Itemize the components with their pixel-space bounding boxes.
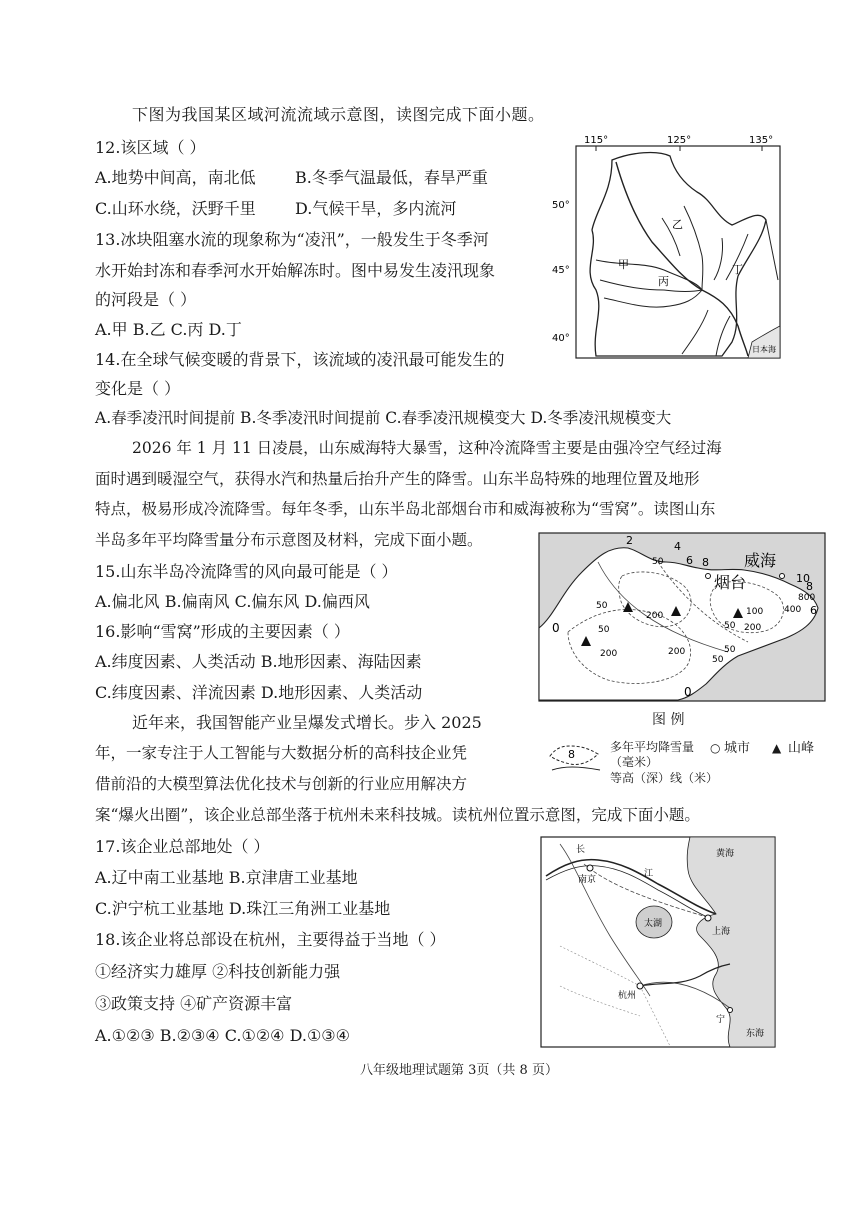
map-label-donghai: 东海 [746, 1029, 765, 1039]
intro-text-2-line-3: 特点，极易形成冷流降雪。每年冬季，山东半岛北部烟台市和威海被称为“雪窝”。读图山东 [95, 500, 716, 518]
q15-stem: 15.山东半岛冷流降雪的风向最可能是（ ） [95, 562, 398, 581]
q18-stem: 18.该企业将总部设在杭州，主要得益于当地（ ） [95, 930, 446, 949]
map-value-label: 2 [626, 534, 633, 547]
map-value-label: 100 [746, 607, 764, 617]
map-value-label: 200 [600, 649, 618, 659]
intro-text-2-line-2: 面时遇到暖湿空气，获得水汽和热量后抬升产生的降雪。山东半岛特殊的地理位置及地形 [95, 470, 700, 488]
q12-option-b: B.冬季气温最低，春旱严重 [295, 168, 488, 187]
map-value-label: 400 [784, 605, 802, 615]
intro-text-3-line-4: 案“爆火出圈”，该企业总部坐落于杭州未来科技城。读杭州位置示意图，完成下面小题。 [95, 806, 700, 824]
q12-option-c: C.山环水绕，沃野千里 [95, 199, 256, 218]
map-value-label: 6 [810, 604, 817, 617]
map-label-jiang: 江 [644, 869, 654, 879]
q17-options-ab: A.辽中南工业基地 B.京津唐工业基地 [95, 868, 358, 887]
map-value-label: 50 [598, 625, 610, 635]
q14-options: A.春季凌汛时间提前 B.冬季凌汛时间提前 C.春季凌汛规模变大 D.冬季凌汛规模变大 [95, 409, 672, 427]
q12-option-a: A.地势中间高，南北低 [95, 168, 256, 187]
map-label-hangzhou: 杭州 [618, 991, 637, 1001]
q18-options-12: ①经济实力雄厚 ②科技创新能力强 [95, 962, 341, 981]
legend-contour-label: 等高（深）线（米） [610, 771, 719, 785]
intro-text-3-line-3: 借前沿的大模型算法优化技术与创新的行业应用解决方 [95, 775, 468, 793]
q14-line-1: 14.在全球气候变暖的背景下，该流域的凌汛最可能发生的 [95, 350, 505, 369]
legend-peak-icon: ▲ [772, 741, 782, 755]
q12-stem: 12.该区域（ ） [95, 138, 206, 157]
map-value-label: 200 [668, 647, 686, 657]
q18-options: A.①②③ B.②③④ C.①②④ D.①③④ [95, 1026, 350, 1045]
q17-stem: 17.该企业总部地处（ ） [95, 837, 270, 856]
map-label-nanjing: 南京 [578, 875, 597, 885]
map-label-chang: 长 [576, 845, 586, 855]
map-label-huanghai: 黄海 [716, 849, 735, 859]
map-value-label: 200 [646, 611, 664, 621]
q13-line-2: 水开始封冻和春季河水开始解冻时。图中易发生凌汛现象 [95, 261, 496, 280]
q12-option-d: D.气候干旱，多内流河 [295, 199, 457, 218]
map-label-ning: 宁 [716, 1015, 726, 1025]
intro-text-3-line-2: 年，一家专注于人工智能与大数据分析的高科技企业凭 [95, 744, 468, 762]
map-value-label: 50 [724, 645, 736, 655]
map-label-shanghai: 上海 [712, 927, 731, 937]
map-value-label: 4 [674, 540, 681, 553]
legend-snow-label: 多年平均降雪量（毫米） [610, 740, 695, 769]
city-label-yantai: 烟台 [714, 573, 747, 592]
map-value-label: 0 [552, 621, 560, 635]
legend-snow-sample: 8 [568, 748, 575, 761]
intro-text-1: 下图为我国某区域河流流域示意图，读图完成下面小题。 [132, 105, 545, 124]
q16-options-ab: A.纬度因素、人类活动 B.地形因素、海陆因素 [95, 652, 422, 671]
map-value-label: 800 [798, 593, 816, 603]
lon-label-125: 125° [667, 135, 692, 146]
map-value-label: 200 [744, 623, 762, 633]
lat-label-40: 40° [552, 333, 570, 344]
river-label-jia: 甲 [618, 258, 629, 271]
lon-label-115: 115° [584, 135, 609, 146]
map-value-label: 50 [596, 601, 608, 611]
map-value-label: 8 [806, 580, 813, 593]
q13-options: A.甲 B.乙 C.丙 D.丁 [95, 320, 242, 339]
map-value-label: 50 [724, 621, 736, 631]
q17-options-cd: C.沪宁杭工业基地 D.珠江三角洲工业基地 [95, 899, 391, 918]
q16-options-cd: C.纬度因素、洋流因素 D.地形因素、人类活动 [95, 683, 423, 702]
river-label-bing: 丙 [658, 275, 669, 288]
intro-text-2-line-4: 半岛多年平均降雪量分布示意图及材料，完成下面小题。 [95, 531, 483, 549]
lon-label-135: 135° [749, 135, 774, 146]
map-value-label: 6 [686, 554, 693, 567]
legend-peak-label: 山峰 [788, 741, 815, 756]
intro-text-2-line-1: 2026 年 1 月 11 日凌晨，山东威海特大暴雪，这种冷流降雪主要是由强冷空气经过海 [132, 439, 722, 457]
map-value-label: 50 [652, 557, 664, 567]
q13-line-1: 13.冰块阻塞水流的现象称为“凌汛”，一般发生于冬季河 [95, 230, 489, 249]
q14-line-2: 变化是（ ） [95, 379, 181, 398]
map-value-label: 10 [796, 572, 810, 585]
map-value-label: 0 [684, 685, 692, 699]
legend-title: 图 例 [652, 712, 685, 728]
q13-line-3: 的河段是（ ） [95, 290, 197, 309]
lat-label-45: 45° [552, 265, 570, 276]
q18-options-34: ③政策支持 ④矿产资源丰富 [95, 994, 293, 1013]
hangzhou-location-map [540, 836, 778, 1050]
map-value-label: 8 [702, 556, 709, 569]
q16-stem: 16.影响“雪窝”形成的主要因素（ ） [95, 622, 350, 641]
city-label-weihai: 威海 [744, 551, 777, 570]
map-value-label: 50 [712, 655, 724, 665]
river-basin-map [552, 130, 792, 370]
q15-options: A.偏北风 B.偏南风 C.偏东风 D.偏西风 [95, 592, 370, 611]
legend-city-icon: ○ [710, 741, 721, 755]
sea-label: 日本海 [752, 345, 776, 354]
river-label-yi: 乙 [672, 218, 683, 231]
map-label-taihu: 太湖 [644, 919, 663, 929]
legend-snow-symbol [548, 740, 604, 774]
lat-label-50: 50° [552, 200, 570, 211]
legend-city-label: 城市 [724, 741, 751, 756]
shandong-snowfall-map [538, 532, 828, 704]
page-footer: 八年级地理试题第 3页（共 8 页） [360, 1063, 558, 1078]
river-label-ding: 丁 [732, 263, 743, 276]
intro-text-3-line-1: 近年来，我国智能产业呈爆发式增长。步入 2025 [132, 713, 482, 732]
